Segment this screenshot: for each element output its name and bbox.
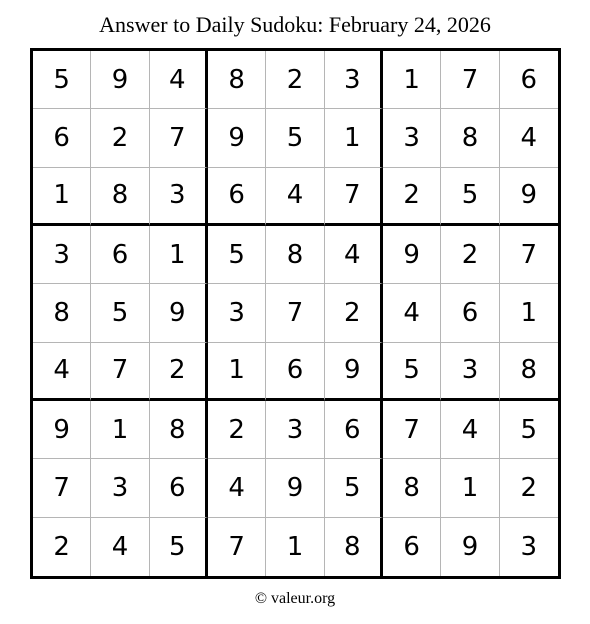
sudoku-cell-r5-c6[interactable]: 2 bbox=[325, 284, 383, 342]
sudoku-cell-r9-c7[interactable]: 6 bbox=[383, 518, 441, 576]
sudoku-cell-r2-c9[interactable]: 4 bbox=[500, 109, 558, 167]
sudoku-cell-r1-c6[interactable]: 3 bbox=[325, 51, 383, 109]
sudoku-cell-r4-c5[interactable]: 8 bbox=[266, 226, 324, 284]
sudoku-cell-r6-c7[interactable]: 5 bbox=[383, 343, 441, 401]
sudoku-cell-r5-c3[interactable]: 9 bbox=[150, 284, 208, 342]
sudoku-cell-r4-c4[interactable]: 5 bbox=[208, 226, 266, 284]
sudoku-cell-r9-c9[interactable]: 3 bbox=[520, 531, 538, 562]
sudoku-cell-r3-c2[interactable]: 8 bbox=[91, 168, 149, 226]
sudoku-cell-r1-c1[interactable]: 5 bbox=[33, 51, 91, 109]
sudoku-cell-r1-c3[interactable]: 4 bbox=[150, 51, 208, 109]
sudoku-cell-r9-c1[interactable]: 2 bbox=[33, 518, 91, 576]
sudoku-cell-r8-c3[interactable]: 6 bbox=[150, 459, 208, 517]
sudoku-cell-r7-c7[interactable]: 7 bbox=[383, 401, 441, 459]
sudoku-cell-r9-c8[interactable]: 9 bbox=[441, 518, 499, 576]
sudoku-cell-r2-c4[interactable]: 9 bbox=[208, 109, 266, 167]
sudoku-cell-r1-c7[interactable]: 1 bbox=[383, 51, 441, 109]
sudoku-cell-r6-c4[interactable]: 1 bbox=[208, 343, 266, 401]
sudoku-cell-r1-c4[interactable]: 8 bbox=[208, 51, 266, 109]
sudoku-cell-r3-c1[interactable]: 1 bbox=[33, 168, 91, 226]
sudoku-cell-r3-c5[interactable]: 4 bbox=[266, 168, 324, 226]
sudoku-cell-r4-c2[interactable]: 6 bbox=[91, 226, 149, 284]
sudoku-cell-r5-c9[interactable]: 1 bbox=[500, 284, 558, 342]
sudoku-cell-r3-c3[interactable]: 3 bbox=[150, 168, 208, 226]
sudoku-grid bbox=[30, 48, 561, 579]
sudoku-cell-r8-c2[interactable]: 3 bbox=[91, 459, 149, 517]
sudoku-cell-r2-c1[interactable]: 6 bbox=[33, 109, 91, 167]
sudoku-cell-r5-c5[interactable]: 7 bbox=[266, 284, 324, 342]
sudoku-cell-r7-c4[interactable]: 2 bbox=[208, 401, 266, 459]
sudoku-cell-r1-c2[interactable]: 9 bbox=[91, 51, 149, 109]
sudoku-cell-r2-c8[interactable]: 8 bbox=[441, 109, 499, 167]
sudoku-cell-r8-c1[interactable]: 7 bbox=[33, 459, 91, 517]
sudoku-cell-r9-c5[interactable]: 1 bbox=[266, 518, 324, 576]
sudoku-cell-r6-c6[interactable]: 9 bbox=[325, 343, 383, 401]
sudoku-cell-r5-c7[interactable]: 4 bbox=[383, 284, 441, 342]
sudoku-cell-r4-c6[interactable]: 4 bbox=[325, 226, 383, 284]
sudoku-cell-r5-c8[interactable]: 6 bbox=[441, 284, 499, 342]
sudoku-cell-r9-c3[interactable]: 5 bbox=[150, 518, 208, 576]
sudoku-cell-r9-c4[interactable]: 7 bbox=[208, 518, 266, 576]
sudoku-cell-r1-c9[interactable]: 6 bbox=[500, 51, 558, 109]
sudoku-cell-r7-c3[interactable]: 8 bbox=[150, 401, 208, 459]
sudoku-cell-r7-c5[interactable]: 3 bbox=[266, 401, 324, 459]
sudoku-cell-r9-c2[interactable]: 4 bbox=[91, 518, 149, 576]
sudoku-cell-r3-c7[interactable]: 2 bbox=[383, 168, 441, 226]
sudoku-cell-r4-c8[interactable]: 2 bbox=[441, 226, 499, 284]
sudoku-cell-r2-c7[interactable]: 3 bbox=[383, 109, 441, 167]
sudoku-cell-r7-c9[interactable]: 5 bbox=[500, 401, 558, 459]
sudoku-cell-r8-c4[interactable]: 4 bbox=[208, 459, 266, 517]
sudoku-cell-r3-c4[interactable]: 6 bbox=[208, 168, 266, 226]
sudoku-cell-r3-c9[interactable]: 9 bbox=[500, 168, 558, 226]
page-title: Answer to Daily Sudoku: February 24, 2026 bbox=[99, 12, 491, 37]
sudoku-cell-r8-c6[interactable]: 5 bbox=[325, 459, 383, 517]
sudoku-cell-r7-c2[interactable]: 1 bbox=[91, 401, 149, 459]
sudoku-cell-r1-c8[interactable]: 7 bbox=[441, 51, 499, 109]
sudoku-cell-r2-c2[interactable]: 2 bbox=[91, 109, 149, 167]
sudoku-cell-r3-c8[interactable]: 5 bbox=[441, 168, 499, 226]
sudoku-cell-r4-c7[interactable]: 9 bbox=[383, 226, 441, 284]
sudoku-cell-r2-c5[interactable]: 5 bbox=[266, 109, 324, 167]
sudoku-cell-r9-c6[interactable]: 8 bbox=[325, 518, 383, 576]
sudoku-cell-r3-c6[interactable]: 7 bbox=[325, 168, 383, 226]
sudoku-cell-r4-c1[interactable]: 3 bbox=[33, 226, 91, 284]
sudoku-cell-r8-c5[interactable]: 9 bbox=[266, 459, 324, 517]
sudoku-cell-r6-c2[interactable]: 7 bbox=[91, 343, 149, 401]
sudoku-cell-r8-c9[interactable]: 2 bbox=[500, 459, 558, 517]
sudoku-cell-r6-c5[interactable]: 6 bbox=[266, 343, 324, 401]
sudoku-cell-r8-c7[interactable]: 8 bbox=[383, 459, 441, 517]
sudoku-cell-r4-c9[interactable]: 7 bbox=[500, 226, 558, 284]
sudoku-cell-r4-c3[interactable]: 1 bbox=[150, 226, 208, 284]
sudoku-cell-r5-c1[interactable]: 8 bbox=[33, 284, 91, 342]
sudoku-cell-r7-c6[interactable]: 6 bbox=[325, 401, 383, 459]
sudoku-cell-r5-c4[interactable]: 3 bbox=[208, 284, 266, 342]
sudoku-cell-r2-c3[interactable]: 7 bbox=[150, 109, 208, 167]
sudoku-cell-r7-c1[interactable]: 9 bbox=[33, 401, 91, 459]
copyright-footer: © valeur.org bbox=[254, 590, 336, 607]
sudoku-cell-r6-c9[interactable]: 8 bbox=[500, 343, 558, 401]
sudoku-cell-r5-c2[interactable]: 5 bbox=[91, 284, 149, 342]
sudoku-cell-r6-c3[interactable]: 2 bbox=[150, 343, 208, 401]
sudoku-cell-r6-c1[interactable]: 4 bbox=[33, 343, 91, 401]
sudoku-cell-r2-c6[interactable]: 1 bbox=[325, 109, 383, 167]
sudoku-cell-r7-c8[interactable]: 4 bbox=[441, 401, 499, 459]
sudoku-cell-r8-c8[interactable]: 1 bbox=[441, 459, 499, 517]
sudoku-cell-r1-c5[interactable]: 2 bbox=[266, 51, 324, 109]
sudoku-cell-r6-c8[interactable]: 3 bbox=[441, 343, 499, 401]
